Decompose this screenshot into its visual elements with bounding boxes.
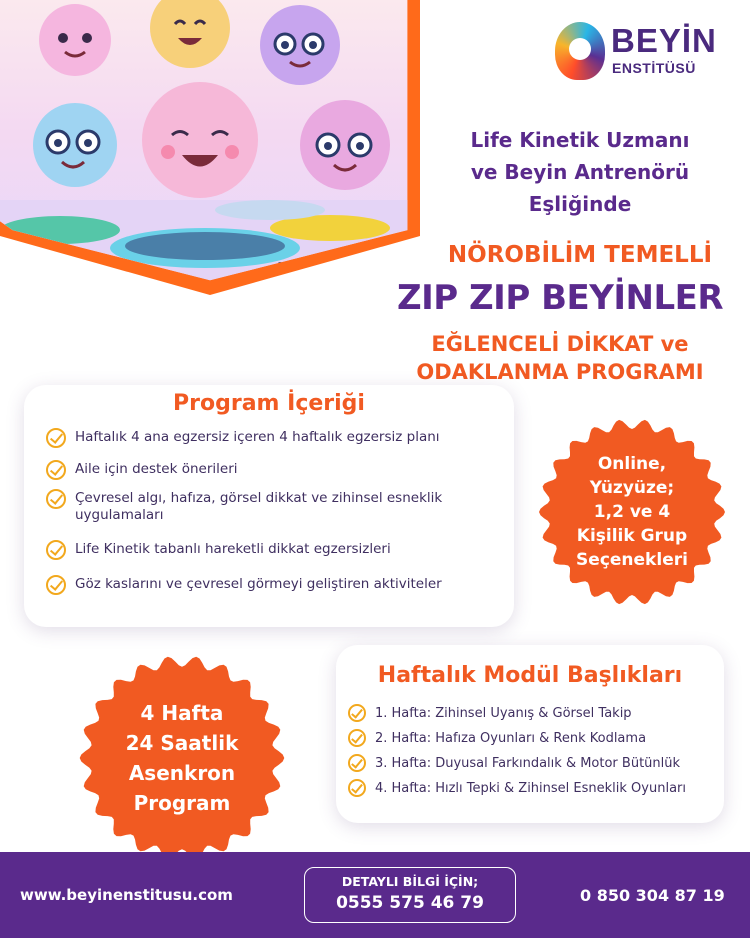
check-icon	[46, 540, 66, 560]
list-item-text: Aile için destek önerileri	[75, 461, 238, 477]
duration-badge	[72, 648, 292, 868]
brain-character-purple	[260, 5, 340, 85]
online-options-text: Online, Yüzyüze; 1,2 ve 4 Kişilik Grup Seçenekleri	[576, 454, 688, 570]
list-item-text: 2. Hafta: Hafıza Oyunları & Renk Kodlama	[375, 731, 647, 746]
duration-text: 4 Hafta 24 Saatlik Asenkron Program	[125, 701, 239, 815]
list-item-text: 3. Hafta: Duyusal Farkındalık & Motor Bütünlük	[375, 756, 681, 771]
list-item	[46, 541, 506, 560]
contact-info-label: DETAYLI BİLGİ İÇİN;	[341, 874, 479, 889]
footer-bar	[0, 852, 750, 938]
check-icon	[46, 489, 66, 509]
list-item-text: Life Kinetik tabanlı hareketli dikkat egzersizleri	[75, 541, 391, 557]
brain-character-pink-top	[39, 4, 111, 76]
list-item	[348, 730, 718, 747]
check-icon	[46, 428, 66, 448]
intro-text	[430, 124, 730, 220]
logo-subtitle: ENSTİTÜSÜ	[612, 60, 696, 76]
check-icon	[46, 460, 66, 480]
trampoline-mat	[125, 232, 285, 260]
brain-logo-icon	[555, 22, 605, 80]
list-item	[348, 705, 718, 722]
intro-line: ve Beyin Antrenörü	[470, 160, 690, 184]
check-icon	[348, 704, 366, 722]
program-tagline	[380, 330, 740, 386]
list-item-text: 4. Hafta: Hızlı Tepki & Zihinsel Esneklik Oyunları	[375, 781, 686, 796]
list-item	[46, 576, 506, 595]
website-link[interactable]: www.beyinenstitusu.com	[20, 886, 233, 904]
tagline-line: EĞLENCELİ DİKKAT ve	[431, 332, 689, 356]
brand-logo	[555, 20, 725, 82]
list-item	[46, 461, 506, 480]
list-item	[348, 780, 718, 797]
tagline-line: ODAKLANMA PROGRAMI	[416, 360, 704, 384]
brain-character-pink-center	[142, 82, 258, 198]
weekly-modules-title: Haftalık Modül Başlıkları	[377, 663, 683, 688]
check-icon	[348, 779, 366, 797]
list-item	[348, 755, 718, 772]
program-title: ZIP ZIP BEYİNLER	[396, 278, 724, 318]
brain-character-lavender	[300, 100, 390, 190]
program-subtitle: NÖROBİLİM TEMELLİ	[447, 242, 713, 268]
program-content-title: Program İçeriği	[173, 391, 365, 416]
list-item-text: 1. Hafta: Zihinsel Uyanış & Görsel Takip	[375, 706, 632, 721]
list-item-text: Çevresel algı, hafıza, görsel dikkat ve zihinsel esneklik uygulamaları	[75, 490, 443, 523]
check-icon	[46, 575, 66, 595]
intro-line: Eşliğinde	[528, 192, 632, 216]
program-content-card	[24, 385, 514, 627]
list-item-text: Göz kaslarını ve çevresel görmeyi geliştiren aktiviteler	[75, 576, 442, 592]
list-item	[46, 429, 506, 448]
check-icon	[348, 754, 366, 772]
list-item	[46, 490, 486, 524]
list-item-text: Haftalık 4 ana egzersiz içeren 4 haftalık egzersiz planı	[75, 429, 440, 445]
online-options-badge	[532, 412, 732, 612]
brain-character-yellow	[150, 0, 230, 68]
contact-mobile-phone[interactable]: 0555 575 46 79	[336, 893, 484, 913]
check-icon	[348, 729, 366, 747]
brain-character-blue	[33, 103, 117, 187]
intro-line: Life Kinetik Uzmanı	[470, 128, 690, 152]
logo-title: BEYİN	[611, 22, 717, 59]
trampoline-grey	[215, 200, 325, 220]
contact-landline-phone[interactable]: 0 850 304 87 19	[580, 886, 725, 905]
contact-info-box	[304, 867, 516, 923]
weekly-modules-card	[336, 645, 724, 823]
